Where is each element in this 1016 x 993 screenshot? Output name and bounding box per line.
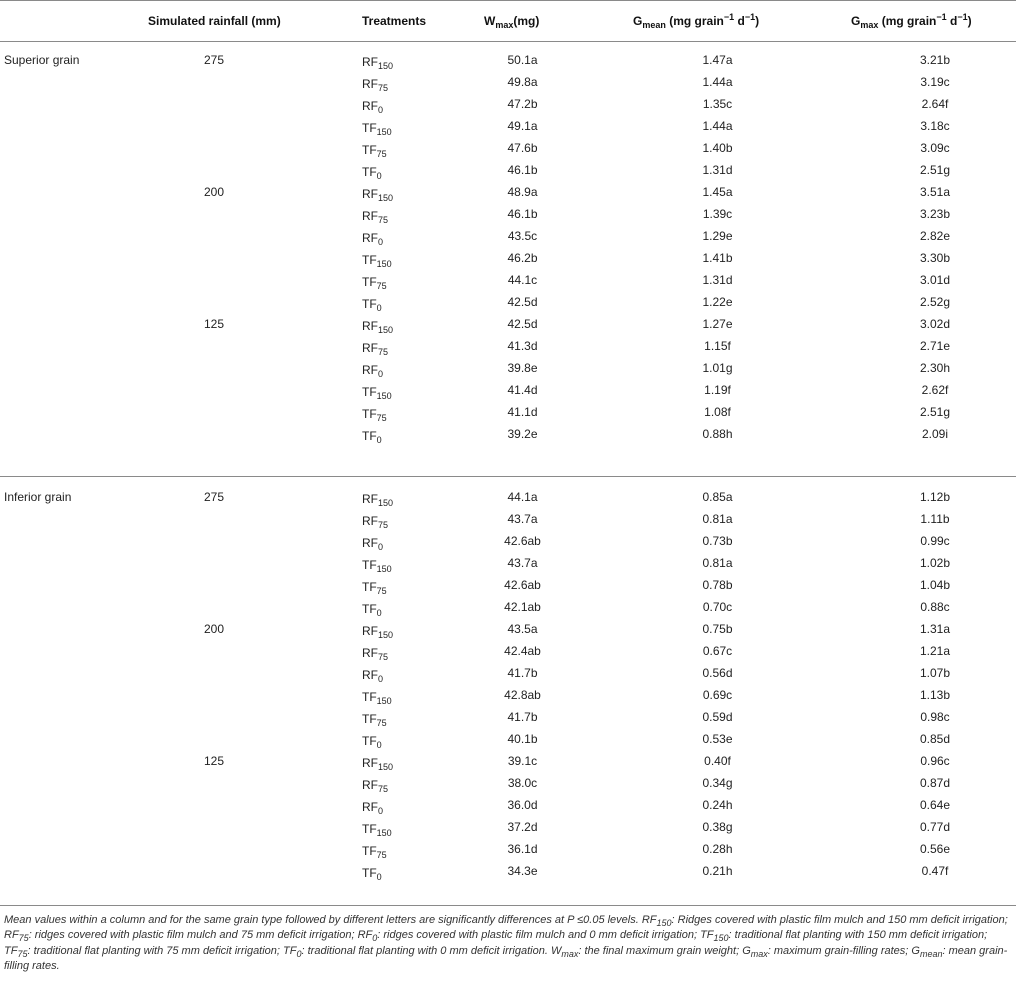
gmax-cell: 0.87d	[919, 776, 951, 790]
gmean-cell: 1.15f	[704, 339, 731, 353]
gmean-cell: 0.24h	[702, 798, 733, 812]
table-row	[0, 295, 1016, 317]
wmax-cell: 36.1d	[507, 842, 538, 856]
treatment-cell: $RF_0$	[362, 99, 384, 115]
wmax-cell: 44.1a	[507, 490, 538, 504]
treatment-cell: $TF_0$	[362, 866, 382, 882]
gmax-cell: 0.64e	[919, 798, 951, 812]
table-row	[0, 405, 1016, 427]
gmean-cell: 1.08f	[704, 405, 731, 419]
gmean-cell: 0.56d	[702, 666, 733, 680]
wmax-cell: 50.1a	[507, 53, 538, 67]
wmax-cell: 39.8e	[507, 361, 538, 375]
wmax-cell: 41.4d	[507, 383, 538, 397]
gmean-cell: 0.70c	[702, 600, 733, 614]
table-top-rule	[0, 0, 1016, 1]
table-row	[0, 361, 1016, 383]
treatment-cell: $TF_{150}$	[362, 253, 392, 269]
footnote-subscript: 150	[656, 918, 672, 928]
gmean-cell: 0.75b	[702, 622, 733, 636]
gmax-cell: 0.98c	[920, 710, 950, 724]
treatment-cell: $RF_0$	[362, 231, 384, 247]
treatment-cell: $RF_{150}$	[362, 492, 394, 508]
wmax-cell: 46.1b	[507, 163, 538, 177]
table-row	[0, 383, 1016, 405]
wmax-cell: 47.2b	[507, 97, 538, 111]
wmax-cell: 37.2d	[507, 820, 538, 834]
footnote-text: : mean grain-filling rates.	[4, 944, 1008, 973]
wmax-cell: 41.7b	[507, 710, 538, 724]
gmax-cell: 0.56e	[919, 842, 951, 856]
header-treatments: Treatments	[362, 14, 427, 28]
treatment-cell: $TF_{150}$	[362, 558, 392, 574]
gmax-cell: 0.99c	[920, 534, 950, 548]
gmax-cell: 3.09c	[920, 141, 950, 155]
gmax-cell: 2.09i	[921, 427, 949, 441]
header-rule	[0, 41, 1016, 42]
table-row	[0, 754, 1016, 776]
gmax-cell: 1.04b	[919, 578, 951, 592]
treatment-cell: $RF_{75}$	[362, 778, 389, 794]
gmax-cell: 0.96c	[920, 754, 950, 768]
table-row	[0, 710, 1016, 732]
gmax-cell: 0.77d	[919, 820, 951, 834]
table-row	[0, 556, 1016, 578]
treatment-cell: $RF_0$	[362, 668, 384, 684]
gmean-cell: 1.29e	[702, 229, 733, 243]
treatment-cell: $RF_{75}$	[362, 77, 389, 93]
gmean-cell: 1.27e	[702, 317, 733, 331]
wmax-cell: 43.7a	[507, 556, 538, 570]
wmax-cell: 40.1b	[507, 732, 538, 746]
gmean-cell: 0.67c	[702, 644, 733, 658]
footnote-text: : traditional flat planting with 150 mm deficit irrigation; TF	[4, 929, 988, 957]
table-row	[0, 820, 1016, 842]
table-row	[0, 185, 1016, 207]
gmean-cell: 1.40b	[702, 141, 733, 155]
treatment-cell: $TF_0$	[362, 734, 382, 750]
table-row	[0, 534, 1016, 556]
gmean-cell: 0.69c	[702, 688, 733, 702]
treatment-cell: $TF_{75}$	[362, 712, 387, 728]
gmax-cell: 3.01d	[919, 273, 951, 287]
treatment-cell: $TF_{150}$	[362, 385, 392, 401]
header-rainfall: Simulated rainfall (mm)	[148, 14, 281, 28]
gmean-cell: 1.45a	[702, 185, 733, 199]
table-row	[0, 600, 1016, 622]
gmax-cell: 1.21a	[919, 644, 951, 658]
treatment-cell: $RF_{150}$	[362, 319, 394, 335]
wmax-cell: 43.5a	[507, 622, 538, 636]
gmax-cell: 2.64f	[921, 97, 949, 111]
table-footnote	[4, 913, 1012, 975]
treatment-cell: $TF_{75}$	[362, 580, 387, 596]
gmax-cell: 3.23b	[919, 207, 951, 221]
wmax-cell: 49.8a	[507, 75, 538, 89]
wmax-cell: 48.9a	[507, 185, 538, 199]
gmean-cell: 0.88h	[702, 427, 733, 441]
rainfall-cell: 200	[204, 185, 225, 199]
gmax-cell: 1.07b	[919, 666, 951, 680]
gmean-cell: 1.19f	[704, 383, 731, 397]
wmax-cell: 42.6ab	[504, 578, 541, 592]
wmax-cell: 42.6ab	[504, 534, 541, 548]
treatment-cell: $RF_{150}$	[362, 756, 394, 772]
treatment-cell: $TF_{75}$	[362, 844, 387, 860]
gmean-cell: 1.41b	[702, 251, 733, 265]
table-row	[0, 75, 1016, 97]
treatment-cell: $TF_{75}$	[362, 407, 387, 423]
treatment-cell: $RF_0$	[362, 536, 384, 552]
rainfall-cell: 275	[204, 53, 225, 67]
gmean-cell: 1.39c	[702, 207, 733, 221]
footnote-subscript: 75	[17, 948, 28, 959]
wmax-cell: 34.3e	[507, 864, 538, 878]
gmax-cell: 0.47f	[921, 864, 949, 878]
treatment-cell: $TF_0$	[362, 165, 382, 181]
gmean-cell: 1.44a	[702, 75, 733, 89]
gmax-cell: 3.19c	[920, 75, 950, 89]
wmax-cell: 46.2b	[507, 251, 538, 265]
table-row	[0, 207, 1016, 229]
header-gmean: $G_{mean}$ (mg grain$^{-1}$ $d^{-1}$)	[633, 12, 760, 30]
footnote-text: Mean values within a column and for the same grain type followed by different letters are significantly differences at P ≤0.05 levels. RF	[4, 914, 657, 926]
table-row	[0, 512, 1016, 534]
wmax-cell: 44.1c	[507, 273, 538, 287]
footnote-text: : maximum grain-filling rates; G	[767, 944, 920, 957]
header-wmax: $W_{max}(mg)$	[484, 14, 540, 30]
treatment-cell: $RF_{75}$	[362, 514, 389, 530]
table-row	[0, 427, 1016, 449]
table-row	[0, 776, 1016, 798]
wmax-cell: 42.8ab	[504, 688, 541, 702]
gmax-cell: 1.02b	[919, 556, 951, 570]
table-row	[0, 864, 1016, 886]
wmax-cell: 41.7b	[507, 666, 538, 680]
wmax-cell: 42.4ab	[504, 644, 541, 658]
gmax-cell: 1.13b	[919, 688, 951, 702]
treatment-cell: $TF_0$	[362, 429, 382, 445]
treatment-cell: $TF_{75}$	[362, 275, 387, 291]
table-bottom-rule	[0, 905, 1016, 906]
gmean-cell: 0.81a	[702, 556, 733, 570]
footnote-subscript: max	[561, 948, 579, 959]
gmean-cell: 1.22e	[702, 295, 733, 309]
gmean-cell: 0.21h	[702, 864, 733, 878]
gmean-cell: 0.81a	[702, 512, 733, 526]
footnote-text: : traditional flat planting with 75 mm deficit irrigation; TF	[27, 944, 297, 957]
footnote-text: : ridges covered with plastic film mulch and 75 mm deficit irrigation; RF	[28, 929, 373, 942]
treatment-cell: $RF_0$	[362, 363, 384, 379]
wmax-cell: 39.1c	[507, 754, 538, 768]
wmax-cell: 41.3d	[507, 339, 538, 353]
footnote-text: : the final maximum grain weight; G	[578, 944, 751, 957]
rainfall-cell: 125	[204, 317, 225, 331]
gmean-cell: 0.78b	[702, 578, 733, 592]
rainfall-cell: 200	[204, 622, 225, 636]
table-row	[0, 490, 1016, 512]
table-row	[0, 251, 1016, 273]
gmax-cell: 3.18c	[920, 119, 950, 133]
wmax-cell: 47.6b	[507, 141, 538, 155]
footnote-subscript: 75	[18, 933, 29, 944]
gmax-cell: 2.51g	[919, 163, 951, 177]
treatment-cell: $RF_{75}$	[362, 341, 389, 357]
table-row	[0, 666, 1016, 688]
table-row	[0, 97, 1016, 119]
footnote-subscript: max	[750, 948, 768, 959]
gmax-cell: 3.21b	[919, 53, 951, 67]
gmax-cell: 3.02d	[919, 317, 951, 331]
wmax-cell: 49.1a	[507, 119, 538, 133]
gmean-cell: 1.44a	[702, 119, 733, 133]
table-row	[0, 141, 1016, 163]
table-row	[0, 273, 1016, 295]
table-row	[0, 317, 1016, 339]
treatment-cell: $TF_{150}$	[362, 121, 392, 137]
table-row	[0, 53, 1016, 75]
gmean-cell: 0.40f	[704, 754, 731, 768]
wmax-cell: 43.7a	[507, 512, 538, 526]
gmax-cell: 2.52g	[919, 295, 951, 309]
table-row	[0, 644, 1016, 666]
gmean-cell: 0.73b	[702, 534, 733, 548]
gmax-cell: 2.30h	[919, 361, 951, 375]
footnote-subscript: 0	[296, 948, 302, 959]
table-row	[0, 842, 1016, 864]
wmax-cell: 41.1d	[507, 405, 538, 419]
group-cell: Superior grain	[4, 53, 80, 67]
gmax-cell: 3.30b	[919, 251, 951, 265]
table-row	[0, 229, 1016, 251]
table-row	[0, 339, 1016, 361]
footnote-text: : Ridges covered with plastic film mulch and 150 mm deficit irrigation; RF	[4, 914, 1008, 942]
gmean-cell: 0.28h	[702, 842, 733, 856]
treatment-cell: $RF_{150}$	[362, 624, 394, 640]
gmax-cell: 0.85d	[919, 732, 951, 746]
footnote-text: : ridges covered with plastic film mulch and 0 mm deficit irrigation; TF	[377, 929, 714, 942]
gmean-cell: 0.85a	[702, 490, 733, 504]
rainfall-cell: 125	[204, 754, 225, 768]
treatment-cell: $RF_{150}$	[362, 55, 394, 71]
group-cell: Inferior grain	[4, 490, 72, 504]
wmax-cell: 43.5c	[507, 229, 538, 243]
gmax-cell: 1.11b	[920, 512, 950, 526]
wmax-cell: 42.5d	[507, 295, 538, 309]
table-row	[0, 732, 1016, 754]
gmean-cell: 1.47a	[702, 53, 733, 67]
wmax-cell: 42.5d	[507, 317, 538, 331]
treatment-cell: $TF_{150}$	[362, 822, 392, 838]
gmean-cell: 1.01g	[702, 361, 733, 375]
treatment-cell: $RF_0$	[362, 800, 384, 816]
gmax-cell: 3.51a	[919, 185, 951, 199]
treatment-cell: $TF_0$	[362, 297, 382, 313]
table-row	[0, 578, 1016, 600]
rainfall-cell: 275	[204, 490, 225, 504]
gmean-cell: 1.31d	[702, 273, 733, 287]
wmax-cell: 36.0d	[507, 798, 538, 812]
gmean-cell: 0.59d	[702, 710, 733, 724]
treatment-cell: $TF_0$	[362, 602, 382, 618]
gmean-cell: 0.34g	[702, 776, 733, 790]
table-row	[0, 688, 1016, 710]
treatment-cell: $TF_{75}$	[362, 143, 387, 159]
treatment-cell: $RF_{75}$	[362, 646, 389, 662]
gmean-cell: 1.31d	[702, 163, 733, 177]
wmax-cell: 38.0c	[507, 776, 538, 790]
table-row	[0, 163, 1016, 185]
gmax-cell: 1.12b	[919, 490, 951, 504]
treatment-cell: $RF_{75}$	[362, 209, 389, 225]
gmax-cell: 0.88c	[920, 600, 950, 614]
treatment-cell: $TF_{150}$	[362, 690, 392, 706]
footnote-subscript: 150	[713, 933, 729, 944]
table-row	[0, 119, 1016, 141]
wmax-cell: 42.1ab	[504, 600, 541, 614]
gmax-cell: 2.51g	[919, 405, 951, 419]
footnote-text: : traditional flat planting with 0 mm deficit irrigation. W	[301, 944, 562, 957]
footnote-subscript: mean	[919, 948, 943, 959]
header-gmax: $G_{max}$ (mg grain$^{-1}$ $d^{-1}$)	[851, 12, 972, 30]
table-row	[0, 798, 1016, 820]
treatment-cell: $RF_{150}$	[362, 187, 394, 203]
wmax-cell: 39.2e	[507, 427, 538, 441]
group-divider	[0, 476, 1016, 477]
footnote-subscript: 0	[372, 933, 378, 944]
wmax-cell: 46.1b	[507, 207, 538, 221]
gmean-cell: 0.38g	[702, 820, 733, 834]
gmax-cell: 2.82e	[919, 229, 951, 243]
table-row	[0, 622, 1016, 644]
gmean-cell: 1.35c	[702, 97, 733, 111]
gmax-cell: 1.31a	[919, 622, 951, 636]
gmax-cell: 2.71e	[919, 339, 951, 353]
gmean-cell: 0.53e	[702, 732, 733, 746]
gmax-cell: 2.62f	[921, 383, 949, 397]
